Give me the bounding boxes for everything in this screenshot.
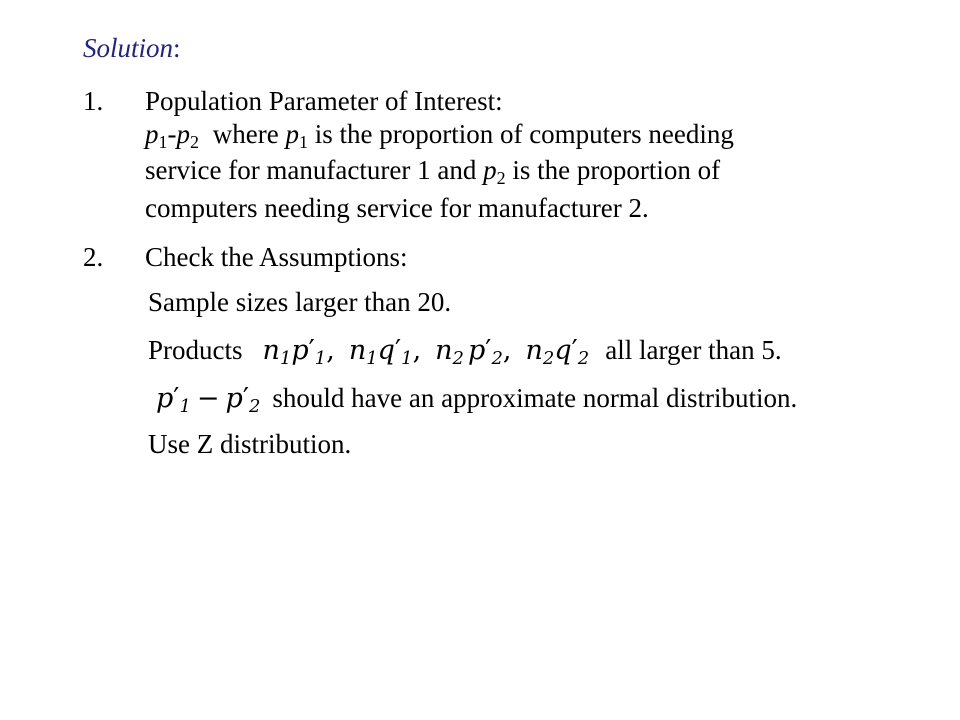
products-line: Products $n_1p'_1$, $n_1q'_1$, $n_2$ $p'_2$, $n_2q'_2$ all larger than 5. — [148, 335, 782, 369]
item-1-number: 1. — [83, 86, 104, 116]
solution-colon: : — [173, 33, 181, 63]
solution-heading — [83, 33, 181, 64]
item-1-line-3: computers needing service for manufacturer 2. — [145, 193, 649, 223]
item-1-line-2: service for manufacturer 1 and $p_2$ is the proportion of — [145, 155, 721, 188]
item-2-number: 2. — [83, 242, 104, 272]
sample-sizes-line: Sample sizes larger than 20. — [148, 287, 452, 317]
item-1-title: Population Parameter of Interest: — [145, 86, 503, 116]
use-z-line: Use Z distribution. — [148, 429, 352, 459]
difference-formula: $p'_1 - p'_2$ — [156, 383, 261, 417]
item-2-title: Check the Assumptions: — [145, 242, 408, 272]
products-formula: $n_1p'_1$, $n_1q'_1$, $n_2$ $p'_2$, $n_2q'_2$ — [262, 335, 590, 369]
normal-line: $p'_1 - p'_2$ should have an approximate normal distribution. — [156, 383, 798, 417]
item-1-line-1: $p_1-p_2$ where $p_1$ is the proportion of computers needing — [145, 119, 734, 152]
solution-label: Solution — [83, 33, 174, 63]
